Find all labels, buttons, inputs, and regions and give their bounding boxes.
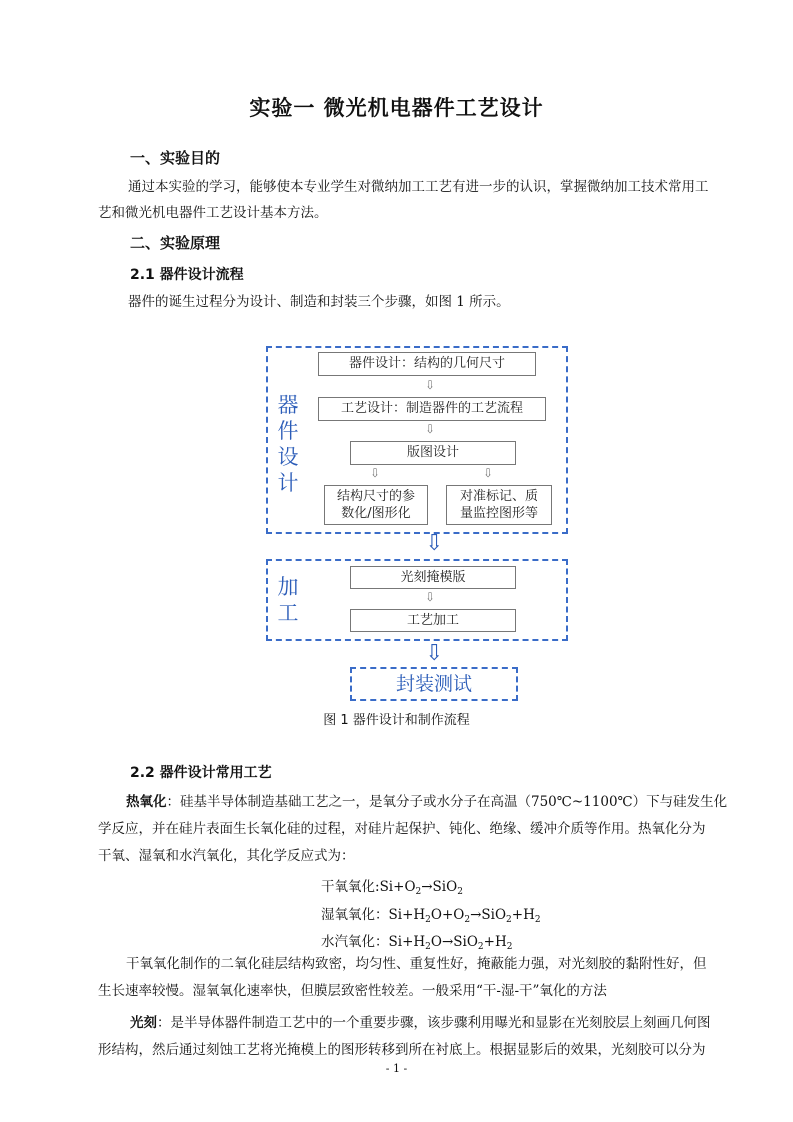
paragraph-thermal-oxidation-line2: 学反应，并在硅片表面生长氧化硅的过程，对硅片起保护、钝化、绝缘、缓冲介质等作用。热氧化分为 (98, 821, 706, 837)
equation-dry-oxidation-label: 干氧氧化: (321, 879, 380, 895)
equation-steam-oxidation-label: 水汽氧化： (321, 934, 389, 950)
lithography-text: ：是半导体器件制造工艺中的一个重要步骤，该步骤利用曝光和显影在光刻胶层上刻画几何图 (157, 1015, 711, 1031)
document-title: 实验一 微光机电器件工艺设计 (249, 95, 544, 120)
big-arrow-down-icon: ⇩ (425, 640, 444, 666)
arrow-down-icon: ⇩ (425, 422, 436, 436)
box-alignment-marks (446, 485, 552, 525)
paragraph-oxidation-comparison-line2: 生长速率较慢。湿氧氧化速率快，但膜层致密性较差。一般采用“干-湿-干”氧化的方法 (98, 983, 607, 999)
equation-steam-oxidation: 水汽氧化：$Si+H_2O\to SiO_2+H_2$ (321, 934, 513, 952)
arrow-down-icon: ⇩ (425, 590, 436, 604)
paragraph-purpose-line1: 通过本实验的学习，能够使本专业学生对微纳加工工艺有进一步的认识，掌握微纳加工技术常用工 (128, 179, 709, 195)
figure-caption: 图 1 器件设计和制作流程 (323, 713, 470, 728)
box-photomask: 光刻掩模版 (350, 566, 516, 589)
group-label-processing: 加工 (277, 575, 299, 625)
box-process-fabrication: 工艺加工 (350, 609, 516, 632)
section-heading-purpose: 一、实验目的 (130, 149, 221, 167)
paragraph-lithography-line2: 形结构，然后通过刻蚀工艺将光掩模上的图形转移到所在衬底上。根据显影后的效果，光刻胶可以分为 (98, 1042, 706, 1058)
box-packaging-testing: 封装测试 (350, 667, 518, 701)
paragraph-thermal-oxidation-line3: 干氧、湿氧和水汽氧化，其化学反应式为： (98, 848, 355, 864)
thermal-oxidation-text: ：硅基半导体制造基础工艺之一，是氧分子或水分子在高温（750℃~1100℃）下与硅发生化 (166, 794, 728, 810)
box-device-design: 器件设计：结构的几何尺寸 (318, 352, 536, 376)
equation-dry-oxidation: 干氧氧化$:Si+O_2\to SiO_2$ (321, 879, 463, 897)
equation-wet-oxidation-label: 湿氧氧化： (321, 907, 389, 923)
paragraph-design-flow: 器件的诞生过程分为设计、制造和封装三个步骤，如图 1 所示。 (128, 294, 510, 310)
box-layout-design: 版图设计 (350, 441, 516, 465)
section-heading-principle: 二、实验原理 (130, 234, 221, 252)
box-parametric-structure-line2: 数化/图形化 (341, 506, 411, 521)
paragraph-thermal-oxidation-line1 (126, 789, 727, 816)
box-parametric-structure-line1: 结构尺寸的参 (336, 489, 415, 504)
page-number: - 1 - (385, 1062, 408, 1075)
group-label-device-design: 器件设计 (277, 393, 299, 495)
arrow-down-icon: ⇩ (370, 466, 381, 480)
box-alignment-marks-line2: 量监控图形等 (459, 506, 538, 521)
arrow-down-icon: ⇩ (483, 466, 494, 480)
paragraph-oxidation-comparison-line1: 干氧氧化制作的二氧化硅层结构致密，均匀性、重复性好，掩蔽能力强，对光刻胶的黏附性好，但 (126, 956, 707, 972)
term-lithography: 光刻 (130, 1015, 157, 1031)
equation-wet-oxidation: 湿氧氧化：$Si+H_2O+O_2\to SiO_2+H_2$ (321, 907, 541, 925)
big-arrow-down-icon: ⇩ (425, 530, 444, 556)
term-thermal-oxidation: 热氧化 (126, 794, 167, 810)
subsection-heading-design-flow: 2.1 器件设计流程 (130, 267, 244, 283)
subsection-heading-common-processes: 2.2 器件设计常用工艺 (130, 765, 272, 781)
arrow-down-icon: ⇩ (425, 378, 436, 392)
box-alignment-marks-line1: 对准标记、质 (459, 489, 538, 504)
box-process-design: 工艺设计：制造器件的工艺流程 (318, 397, 546, 421)
box-parametric-structure (324, 485, 428, 525)
paragraph-lithography-line1 (130, 1010, 711, 1037)
paragraph-purpose-line2: 艺和微光机电器件工艺设计基本方法。 (98, 205, 328, 221)
figure-design-flow (266, 344, 568, 706)
